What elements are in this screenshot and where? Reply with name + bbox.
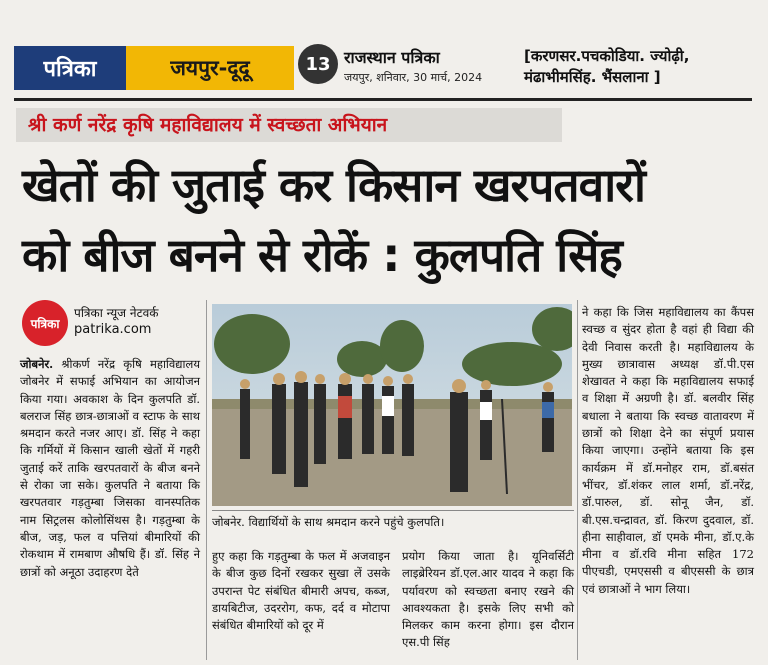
news-photo [212,304,572,506]
headline-line-1: खेतों की जुताई कर किसान खरपतवारों [22,158,645,212]
article-column-4: ने कहा कि जिस महाविद्यालय का कैंपस स्वच्छ व सुंदर होता है वहां ही विद्या की देवी निवास करती है। महाविद्यालय के मुख्य छात्रावास अध्यक्ष डॉ.पी.एस शेखावत ने कहा कि महाविद्यालय सफाई व शिक्षा में अग्रणी है। डॉ. बलवीर सिंह बधाला ने बताया कि स्वच्छ वातावरण में छात्रों को शिक्षा देने का संपूर्ण प्रयास किया जाएगा। उन्होंने बताया कि इस कार्यक्रम में डॉ.मनोहर राम, डॉ.बसंत भींचर, डॉ.शंकर लाल शर्मा, डॉ.नरेंद्र, डॉ.पारुल, डॉ. सोनू जैन, डॉ. बी.एस.चन्द्रावत, डॉ. किरण दुदवाल, डॉ. हीना साहीवाल, डॉ एमके मीना, डॉ.ए.के मीना व डॉ.रवि मीना सहित 172 पीएचडी, एमएससी व बीएससी के छात्र एवं छात्राओं ने भाग लिया। [582,305,754,596]
edition-towns: [करणसर.पचकोडिया. ज्योढ़ी, मंढाभीमसिंह. भैंसलाना ] [524,47,690,86]
page-number: 13 [298,44,338,84]
masthead-rule [14,98,752,101]
publication-name: राजस्थान पत्रिका [344,48,440,67]
article-column-1 [20,356,200,581]
article-column-2: हुए कहा कि गड़तुम्बा के फल में अजवाइन के बीज कुछ दिनों रखकर सुखा लें उसके उपरान्त पेट संबंधित बीमारी अपच, कब्ज, डायबिटीज, उदररोग, कफ, दर्द व मोटापा संबंधित बीमारियों को दूर में [212,549,390,633]
main-headline [22,150,752,290]
byline-agency: पत्रिका न्यूज नेटवर्क [74,306,159,320]
dateline-lead: जोबनेर. [20,357,54,371]
masthead [14,44,752,96]
brand-logo: पत्रिका [14,46,126,90]
headline-line-2: को बीज बनने से रोकें : कुलपति सिंह [22,228,622,282]
city-edition: जयपुर-दूदू [126,46,294,90]
article-text-1: श्रीकर्ण नरेंद्र कृषि महाविद्यालय जोबनेर में सफाई अभियान का आयोजन किया गया। अवकाश के दिन कुलपति डॉ. बलराज सिंह छात्र-छात्राओं व स्टाफ के साथ श्रमदान करते नजर आए। डॉ. सिंह ने कहा कि गर्मियों में किसान खाली खेतों में गहरी जुताई करें ताकि खरपतवारों के बीज बनने से रोका जा सके। कुलपति ने बताया कि खरपतवार गड़तुम्बा जिसका वानस्पतिक नाम सिट्रलस कोलोसिंथस है। गड़तुम्बा के बीज, जड़, फल व पत्तियां बीमारियों की रोकथाम में रामबाण औषधि हैं। डॉ. सिंह ने छात्रों को अनूठा उदाहरण देते [20,357,200,579]
photo-illustration [212,304,572,506]
column-divider [206,300,207,660]
column-divider [577,300,578,660]
dateline: जयपुर, शनिवार, 30 मार्च, 2024 [344,71,483,84]
byline-website: patrika.com [74,322,152,337]
photo-caption: जोबनेर. विद्यार्थियों के साथ श्रमदान करने पहुंचे कुलपति। [212,510,574,530]
article-column-3: प्रयोग किया जाता है। यूनिवर्सिटी लाइब्रेरियन डॉ.एल.आर यादव ने कहा कि पर्यावरण को स्वच्छता बनाए रखने की आवश्यकता है। इसके लिए सभी को मिलकर काम करना होगा। इस दौरान एस.पी सिंह [402,549,574,650]
patrika-round-logo: पत्रिका [22,300,68,346]
kicker-headline: श्री कर्ण नरेंद्र कृषि महाविद्यालय में स्वच्छता अभियान [16,108,562,142]
